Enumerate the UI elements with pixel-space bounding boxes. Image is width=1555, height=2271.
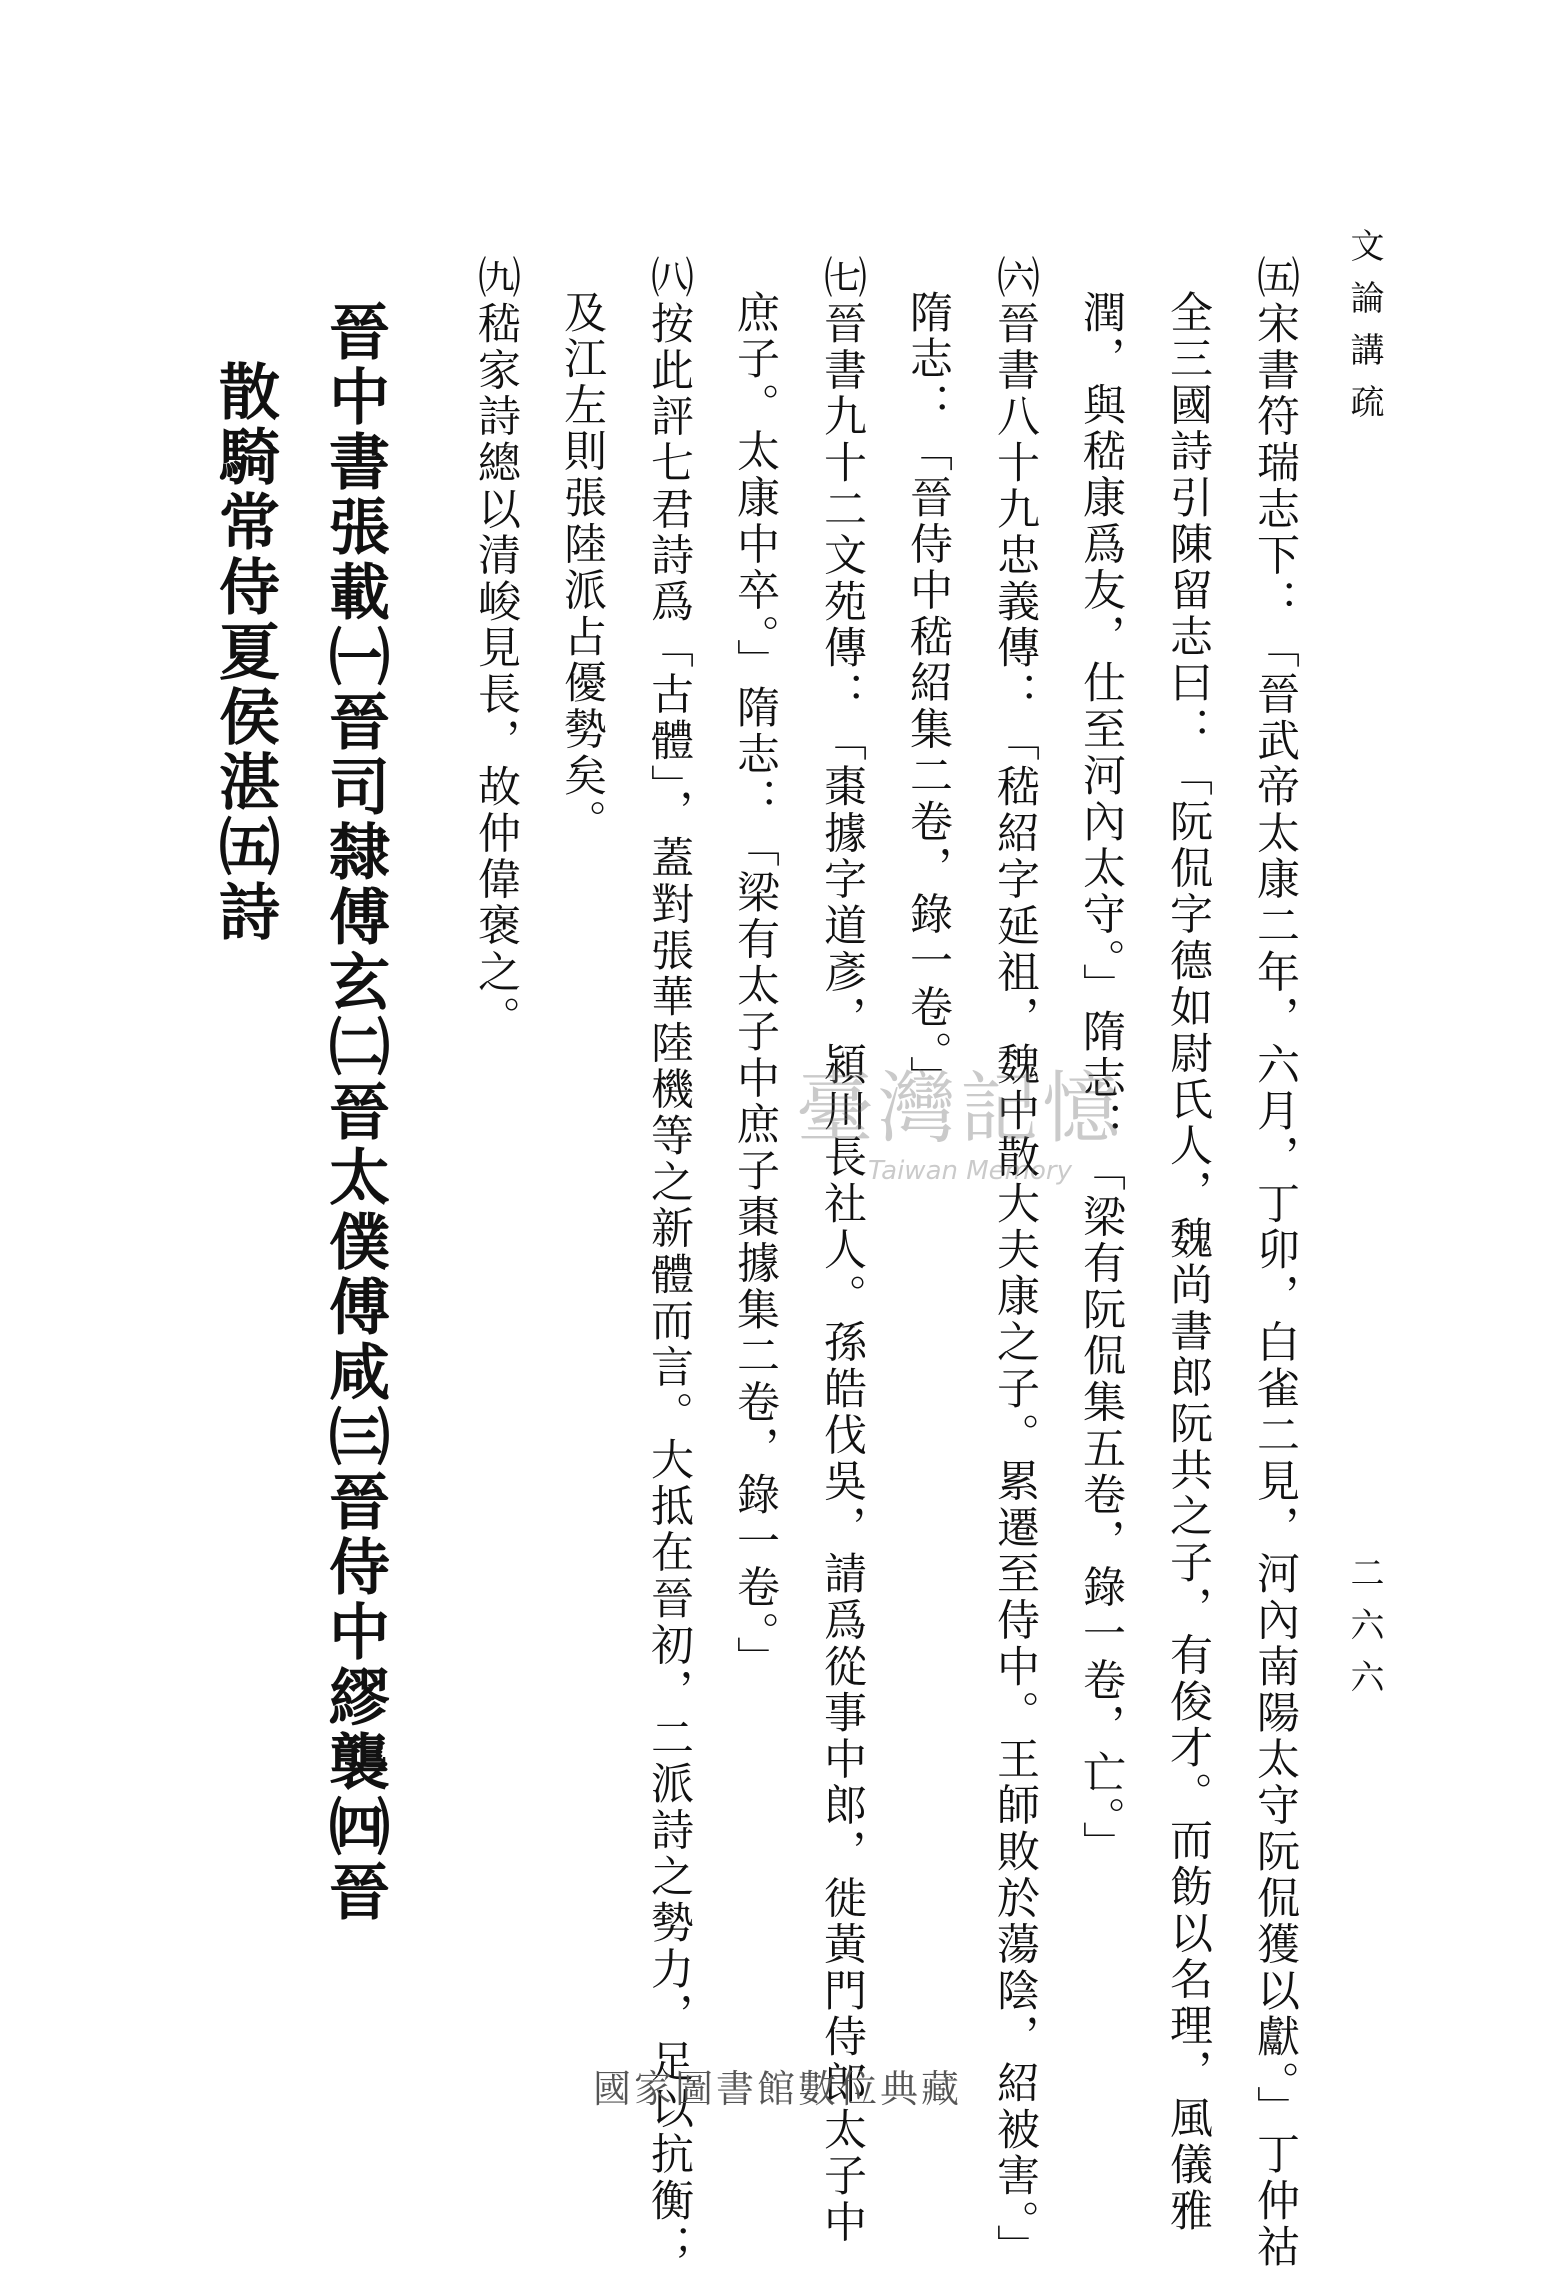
verse-line: 散騎常侍夏侯湛㈤詩 [209,360,280,945]
note-line: ㈧按此評七君詩爲「古體」，蓋對張華陸機等之新體而言。大抵在晉初，二派詩之勢力，足以抗衡； [644,255,694,2271]
page-number: 二六六 [1344,1555,1384,1711]
svg-text:Taiwan Memory: Taiwan Memory [868,1156,1072,1186]
note-line: 及江左則張陸派占優勢矣。 [557,290,607,846]
note-line: 全三國詩引陳留志曰：「阮侃字德如尉氏人，魏尚書郎阮共之子，有俊才。而飭以名理，風儀雅 [1163,290,1213,2235]
running-title: 文論講疏 [1344,228,1384,436]
note-line: ㈤宋書符瑞志下：「晉武帝太康二年，六月，丁卯，白雀二見，河內南陽太守阮侃獲以獻。」丁仲祜 [1250,255,1300,2271]
verse-line: 晉中書張載㈠晉司隸傅玄㈡晉太僕傅咸㈢晉侍中繆襲㈣晉 [319,300,390,1925]
note-line: ㈦晉書九十二文苑傳：「棗據字道彥，潁川長社人。孫皓伐吳，請爲從事中郎，徙黃門侍郎太子中 [817,255,867,2246]
note-line: 隋志：「晉侍中嵇紹集二卷，錄一卷。」 [903,290,953,1102]
note-line: ㈥晉書八十九忠義傳：「嵇紹字延祖，魏中散大夫康之子。累遷至侍中。王師敗於蕩陰，紹被害。」 [990,255,1040,2271]
note-line: ㈨嵇家詩總以清峻見長，故仲偉褒之。 [471,255,521,1043]
note-line: 庶子。太康中卒。」隋志：「梁有太子中庶子棗據集二卷，錄一卷。」 [730,290,780,1683]
svg-text:臺灣記憶: 臺灣記憶 [795,1064,1125,1154]
note-line: 潤，與嵇康爲友，仕至河內太守。」隋志：「梁有阮侃集五卷，錄一卷，亡。」 [1076,290,1126,1868]
archive-footer: 國家圖書館數位典藏 [592,2067,962,2111]
